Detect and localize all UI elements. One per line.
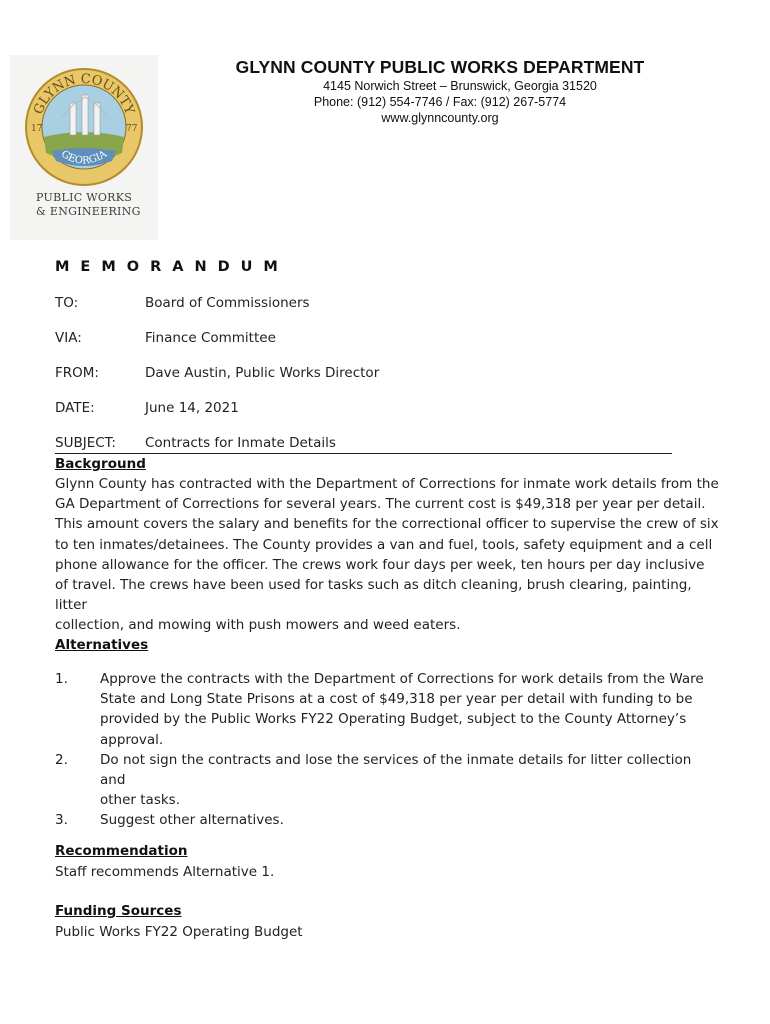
paragraph-line: of travel. The crews have been used for tasks such as ditch cleaning, brush clearing, painting, litter xyxy=(55,577,692,614)
list-item xyxy=(55,810,720,830)
field-label: DATE: xyxy=(55,400,95,416)
field-value: Board of Commissioners xyxy=(145,295,310,311)
field-label: VIA: xyxy=(55,330,82,346)
department-website[interactable]: www.glynncounty.org xyxy=(381,111,499,125)
seal-year-left: 17 xyxy=(31,124,43,134)
memo-field-date xyxy=(55,400,239,416)
field-label: TO: xyxy=(55,295,79,311)
list-item-text xyxy=(100,669,720,750)
list-item-line: State and Long State Prisons at a cost of $49,318 per year per detail with funding to be xyxy=(100,691,693,708)
background-paragraph xyxy=(55,474,720,636)
seal-year-right: 77 xyxy=(126,124,138,134)
paragraph-line: to ten inmates/detainees. The County provides a van and fuel, tools, safety equipment and a cell xyxy=(55,536,713,553)
paragraph-line: GA Department of Corrections for several years. The current cost is $49,318 per year per detail. xyxy=(55,496,706,513)
list-item-line: Suggest other alternatives. xyxy=(100,812,284,829)
seal-text-top: GLYNN COUNTY xyxy=(31,71,137,117)
list-item-line: other tasks. xyxy=(100,792,180,809)
paragraph-line: phone allowance for the officer. The crews work four days per week, ten hours per day inclusive xyxy=(55,556,705,573)
field-label: SUBJECT: xyxy=(55,435,116,451)
department-title: GLYNN COUNTY PUBLIC WORKS DEPARTMENT xyxy=(235,57,645,77)
subject-divider xyxy=(55,453,672,454)
list-item-text xyxy=(100,810,720,830)
funding-sources-text: Public Works FY22 Operating Budget xyxy=(55,924,303,940)
department-phone: Phone: (912) 554-7746 / Fax: (912) 267-5774 xyxy=(313,95,567,109)
field-value: June 14, 2021 xyxy=(145,400,239,416)
list-item-line: Approve the contracts with the Department of Corrections for work details from the Ware xyxy=(100,671,704,687)
paragraph-line: This amount covers the salary and benefits for the correctional officer to supervise the crew of six xyxy=(55,516,719,533)
seal-text-bottom: GEORGIA xyxy=(59,148,109,167)
memo-field-to xyxy=(55,295,310,311)
memo-field-subject xyxy=(55,435,336,451)
recommendation-text: Staff recommends Alternative 1. xyxy=(55,864,275,880)
list-item xyxy=(55,750,720,811)
logo-caption-line2: & ENGINEERING xyxy=(36,205,141,218)
field-label: FROM: xyxy=(55,365,99,381)
alternatives-heading: Alternatives xyxy=(55,637,149,653)
field-value: Contracts for Inmate Details xyxy=(145,435,336,451)
list-item-line: provided by the Public Works FY22 Operating Budget, subject to the County Attorney’s xyxy=(100,711,687,728)
list-item xyxy=(55,669,720,750)
paragraph-line: collection, and mowing with push mowers and weed eaters. xyxy=(55,617,461,634)
field-value: Finance Committee xyxy=(145,330,276,346)
funding-sources-heading: Funding Sources xyxy=(55,903,182,919)
memo-field-via xyxy=(55,330,276,346)
list-item-line: Do not sign the contracts and lose the services of the inmate details for litter collection and xyxy=(100,751,692,789)
list-item-text xyxy=(100,750,720,811)
list-item-number: 1. xyxy=(55,671,68,687)
county-seal-icon xyxy=(22,65,146,189)
background-heading: Background xyxy=(55,456,146,472)
department-logo xyxy=(10,55,158,240)
list-item-number: 3. xyxy=(55,812,68,829)
memo-field-from xyxy=(55,365,379,381)
department-address: 4145 Norwich Street – Brunswick, Georgia 31520 xyxy=(323,79,597,93)
list-item-line: approval. xyxy=(100,731,164,748)
list-item-number: 2. xyxy=(55,751,68,768)
recommendation-heading: Recommendation xyxy=(55,843,188,859)
paragraph-line: Glynn County has contracted with the Department of Corrections for inmate work details from the xyxy=(55,476,719,492)
alternatives-list xyxy=(55,669,720,831)
field-value: Dave Austin, Public Works Director xyxy=(145,365,380,381)
memorandum-heading: MEMORANDUM xyxy=(55,259,289,275)
logo-caption-line1: PUBLIC WORKS xyxy=(36,191,133,204)
